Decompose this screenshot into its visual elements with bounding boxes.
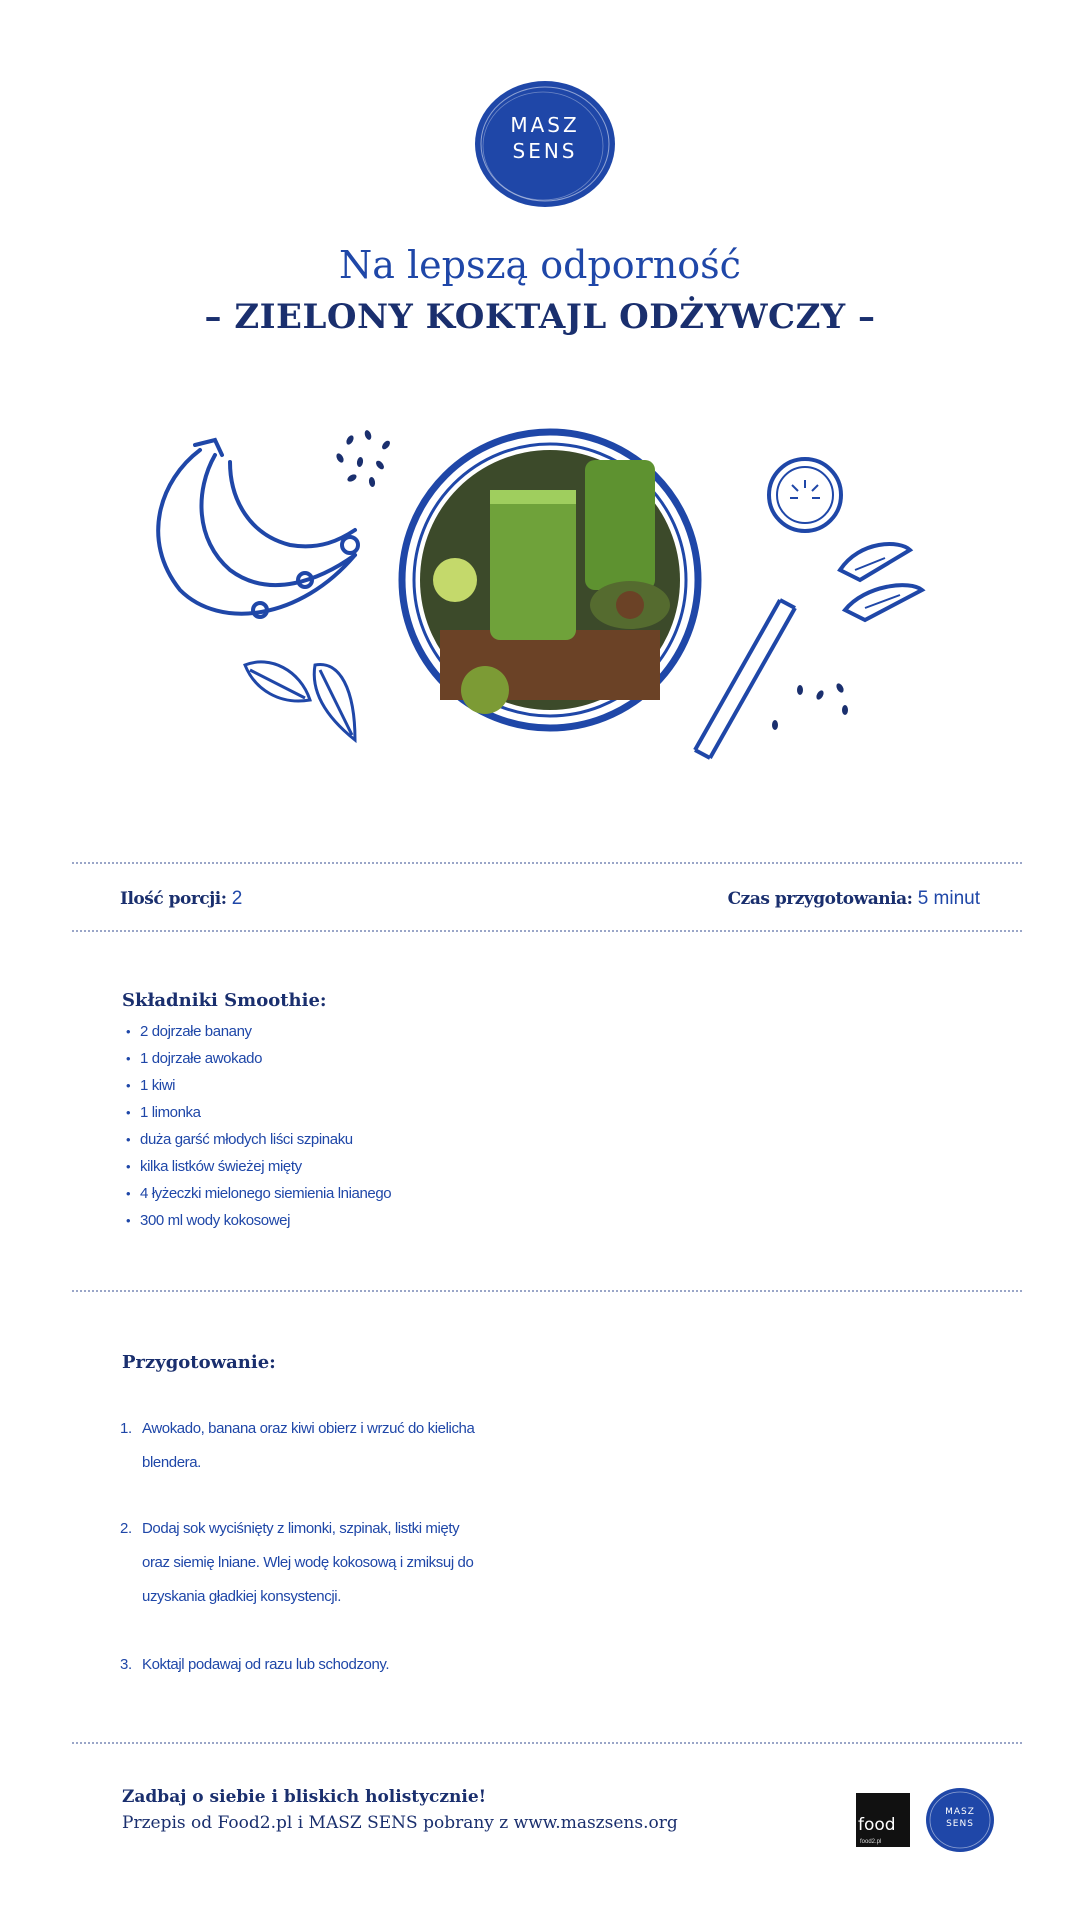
preparation-heading: Przygotowanie: [122, 1352, 276, 1373]
list-item: • 2 dojrzałe banany [126, 1023, 252, 1040]
brand-logo [470, 78, 620, 210]
footer-tagline: Zadbaj o siebie i bliskich holistycznie! [122, 1787, 487, 1807]
time-label: Czas przygotowania: [727, 889, 913, 909]
lime-icon [840, 544, 922, 620]
step-1: 1. Awokado, banana oraz kiwi obierz i wrzuć do kielicha blendera. [120, 1420, 475, 1471]
list-item: • kilka listków świeżej mięty [126, 1158, 302, 1175]
mini-logo-line2: SENS [946, 1819, 974, 1829]
servings-value: 2 [231, 888, 243, 909]
servings-label: Ilość porcji: [120, 889, 227, 909]
list-item: • 1 kiwi [126, 1077, 176, 1094]
step-2: 2. Dodaj sok wyciśnięty z limonki, szpinak, listki mięty oraz siemię lniane. Wlej wodę kokosową i zmiksuj do uzyskania gładkiej konsystencji. [120, 1520, 474, 1605]
straw-icon [695, 600, 795, 758]
logo-line2: SENS [512, 139, 578, 163]
list-item: • 4 łyżeczki mielonego siemienia lnianego [126, 1185, 392, 1202]
footer [122, 1784, 678, 1836]
divider-meta [72, 930, 1022, 932]
step-3: 3. Koktajl podawaj od razu lub schodzony. [120, 1656, 390, 1673]
footer-source: Przepis od Food2.pl i MASZ SENS pobrany z www.maszsens.org [122, 1813, 678, 1833]
list-item: • duża garść młodych liści szpinaku [126, 1131, 353, 1148]
food-logo-sub: food2.pl [860, 1839, 882, 1845]
prep-time [728, 888, 980, 910]
page-title-line1: Na lepszą odporność [339, 243, 741, 287]
leaf-icon [245, 662, 355, 740]
list-item: • 1 dojrzałe awokado [126, 1050, 263, 1067]
time-value: 5 minut [917, 888, 980, 909]
ingredients-heading: Składniki Smoothie: [122, 990, 327, 1011]
recipe-illustration [140, 420, 940, 760]
banana-icon [158, 440, 358, 617]
divider-ingredients [72, 1290, 1022, 1292]
seeds-icon [335, 429, 392, 487]
masz-sens-mini-logo [924, 1786, 996, 1854]
divider-footer [72, 1742, 1022, 1744]
logo-line1: MASZ [510, 113, 580, 137]
smoothie-photo [402, 432, 698, 728]
servings [120, 888, 242, 910]
divider-top [72, 862, 1022, 864]
food-logo-text: food [858, 1815, 896, 1835]
cucumber-icon [769, 459, 841, 531]
mini-logo-line1: MASZ [945, 1807, 975, 1817]
list-item: • 1 limonka [126, 1104, 201, 1121]
list-item: • 300 ml wody kokosowej [126, 1212, 291, 1229]
page-title-line2: – ZIELONY KOKTAJL ODŻYWCZY – [204, 297, 876, 337]
ingredients-list [126, 1018, 391, 1234]
food2-logo [856, 1793, 910, 1847]
